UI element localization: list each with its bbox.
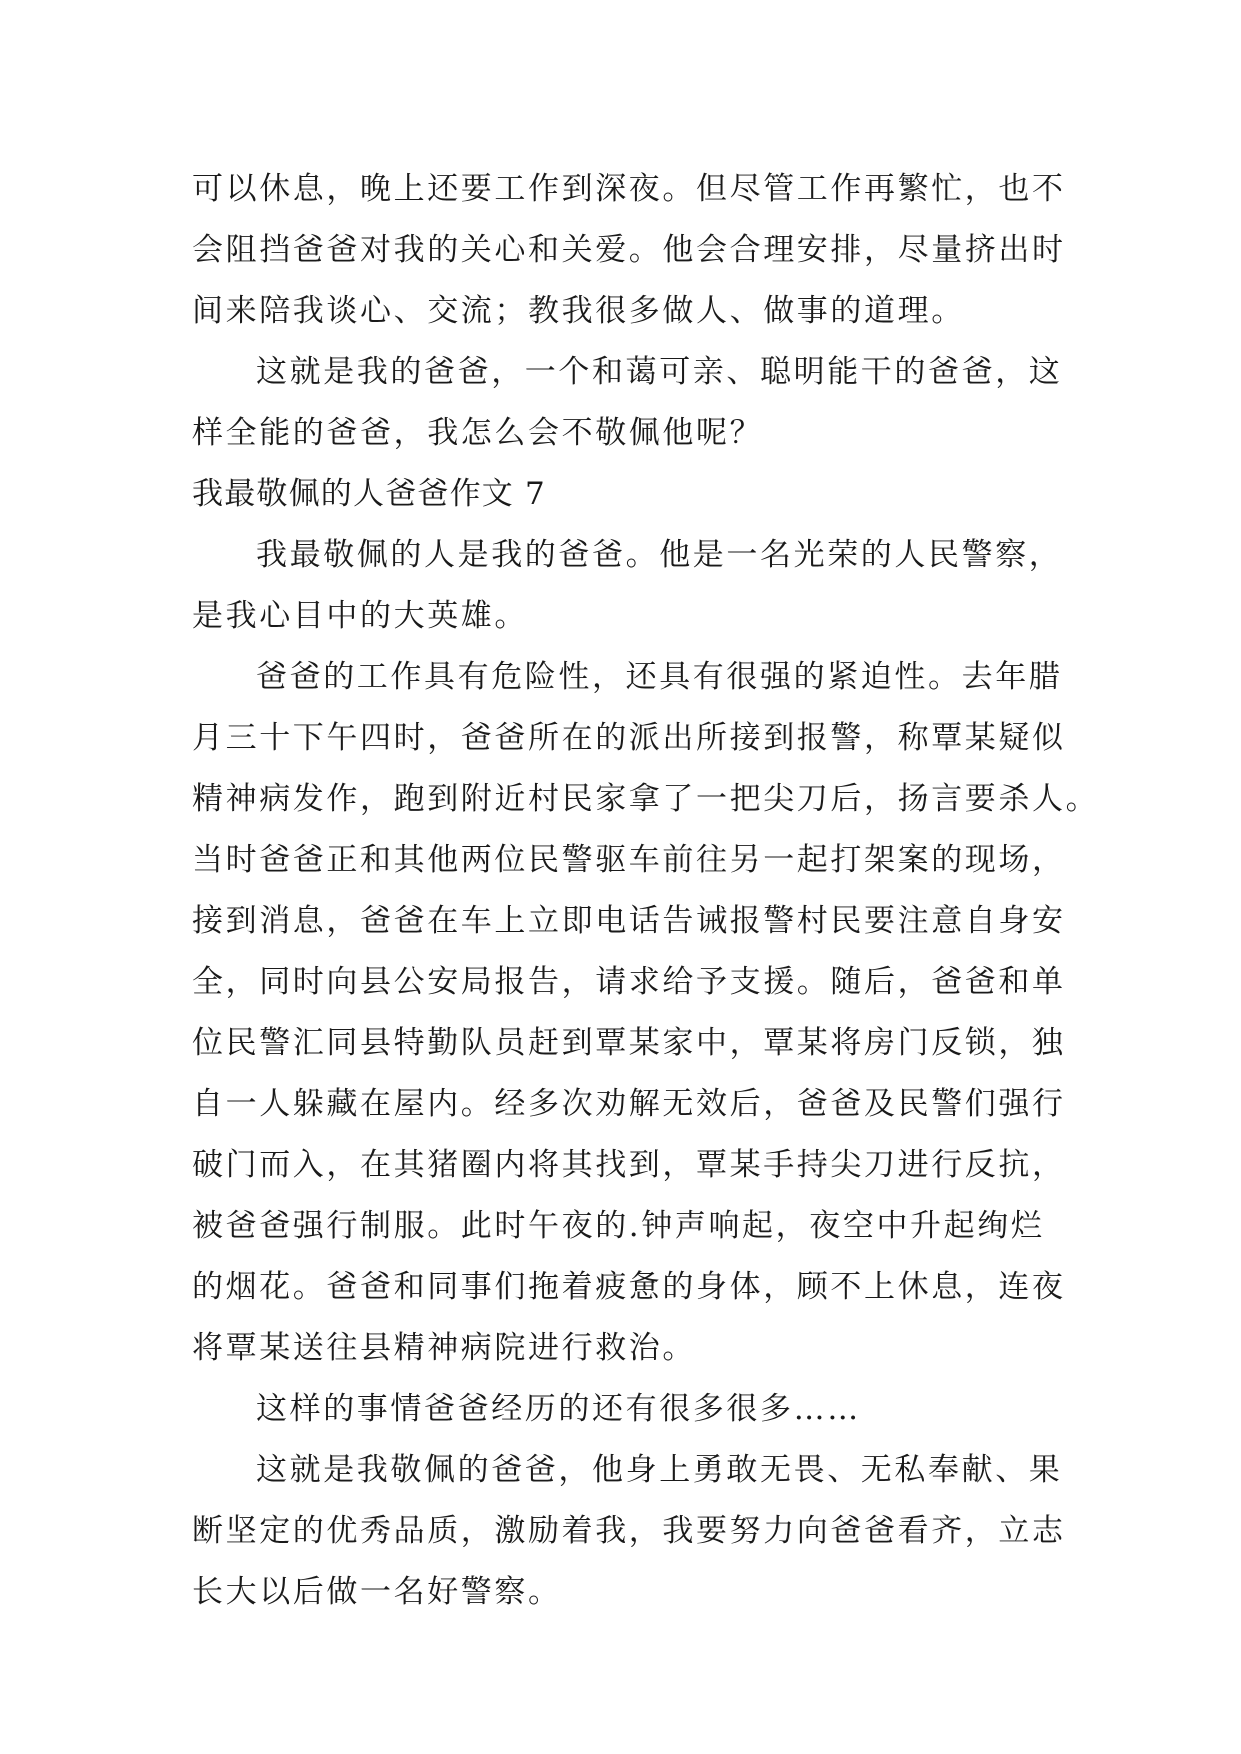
text-line: 可以休息，晚上还要工作到深夜。但尽管工作再繁忙，也不 <box>192 171 1066 207</box>
text-line: 这就是我敬佩的爸爸，他身上勇敢无畏、无私奉献、果 <box>256 1452 1063 1488</box>
text-line: 间来陪我谈心、交流；教我很多做人、做事的道理。 <box>192 293 965 329</box>
text-line: 被爸爸强行制服。此时午夜的.钟声响起，夜空中升起绚烂 <box>192 1208 1045 1244</box>
text-line: 长大以后做一名好警察。 <box>192 1574 562 1610</box>
text-line: 当时爸爸正和其他两位民警驱车前往另一起打架案的现场， <box>192 842 1066 878</box>
text-line: 爸爸的工作具有危险性，还具有很强的紧迫性。去年腊 <box>256 659 1063 695</box>
text-line: 这就是我的爸爸，一个和蔼可亲、聪明能干的爸爸，这 <box>256 354 1063 390</box>
text-line: 自一人躲藏在屋内。经多次劝解无效后，爸爸及民警们强行 <box>192 1086 1066 1122</box>
essay-body <box>192 159 1100 1623</box>
text-line: 我最敬佩的人是我的爸爸。他是一名光荣的人民警察， <box>256 537 1063 573</box>
text-line: 全，同时向县公安局报告，请求给予支援。随后，爸爸和单 <box>192 964 1066 1000</box>
essay-title: 我最敬佩的人爸爸作文 7 <box>192 476 546 512</box>
text-line: 精神病发作，跑到附近村民家拿了一把尖刀后，扬言要杀人。 <box>192 781 1100 817</box>
text-line: 的烟花。爸爸和同事们拖着疲惫的身体，顾不上休息，连夜 <box>192 1269 1066 1305</box>
text-line: 位民警汇同县特勤队员赶到覃某家中，覃某将房门反锁，独 <box>192 1025 1066 1061</box>
text-line: 样全能的爸爸，我怎么会不敬佩他呢？ <box>192 415 764 451</box>
text-line: 破门而入，在其猪圈内将其找到，覃某手持尖刀进行反抗， <box>192 1147 1066 1183</box>
text-line: 是我心目中的大英雄。 <box>192 598 528 634</box>
text-line: 这样的事情爸爸经历的还有很多很多…… <box>256 1391 861 1427</box>
text-line: 将覃某送往县精神病院进行救治。 <box>192 1330 696 1366</box>
text-line: 会阻挡爸爸对我的关心和关爱。他会合理安排，尽量挤出时 <box>192 232 1066 268</box>
text-line: 月三十下午四时，爸爸所在的派出所接到报警，称覃某疑似 <box>192 720 1066 756</box>
text-line: 接到消息，爸爸在车上立即电话告诫报警村民要注意自身安 <box>192 903 1066 939</box>
text-line: 断坚定的优秀品质，激励着我，我要努力向爸爸看齐，立志 <box>192 1513 1066 1549</box>
